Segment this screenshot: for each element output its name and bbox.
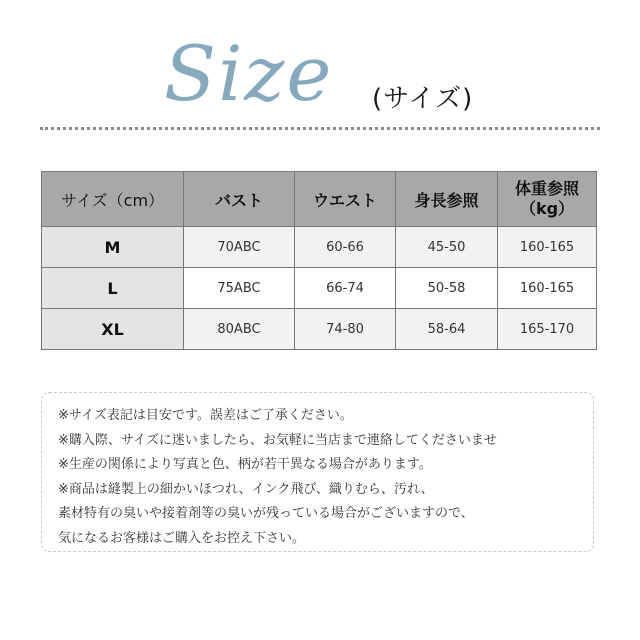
table-row	[42, 309, 597, 350]
bust-value: 80ABC	[184, 309, 295, 350]
notes-box	[41, 392, 594, 552]
table-row	[42, 227, 597, 268]
waist-value: 60-66	[295, 227, 396, 268]
weight-value: 165-170	[498, 309, 597, 350]
note-line: 素材特有の臭いや接着剤等の臭いが残っている場合がございますので、	[58, 506, 474, 521]
svg-text:Size: Size	[164, 30, 334, 114]
header-size: サイズ（cm）	[42, 172, 184, 227]
waist-value: 74-80	[295, 309, 396, 350]
header-waist: ウエスト	[295, 172, 396, 227]
table-row	[42, 268, 597, 309]
size-script-title	[160, 30, 375, 114]
header-bust: バスト	[184, 172, 295, 227]
waist-value: 66-74	[295, 268, 396, 309]
note-line: ※商品は縫製上の細かいほつれ、インク飛び、織りむら、汚れ、	[58, 481, 434, 497]
size-label: M	[42, 227, 184, 268]
title-japanese: (サイズ)	[372, 84, 474, 114]
bust-value: 75ABC	[184, 268, 295, 309]
header-weight: 体重参照 （kg）	[498, 172, 597, 227]
height-value: 58-64	[396, 309, 498, 350]
height-value: 45-50	[396, 227, 498, 268]
note-line: ※生産の関係により写真と色、柄が若干異なる場合があります。	[58, 457, 432, 472]
table-header-row	[42, 172, 597, 227]
header-height: 身長参照	[396, 172, 498, 227]
note-line: ※サイズ表記は目安です。誤差はご了承ください。	[58, 408, 353, 423]
weight-value: 160-165	[498, 268, 597, 309]
dotted-divider	[40, 127, 600, 130]
note-line: ※購入際、サイズに迷いましたら、お気軽に当店まで連絡してくださいませ	[58, 432, 497, 448]
bust-value: 70ABC	[184, 227, 295, 268]
height-value: 50-58	[396, 268, 498, 309]
size-table	[41, 171, 597, 350]
size-label: L	[42, 268, 184, 309]
note-line: 気になるお客様はご購入をお控え下さい。	[58, 530, 306, 546]
size-label: XL	[42, 309, 184, 350]
weight-value: 160-165	[498, 227, 597, 268]
